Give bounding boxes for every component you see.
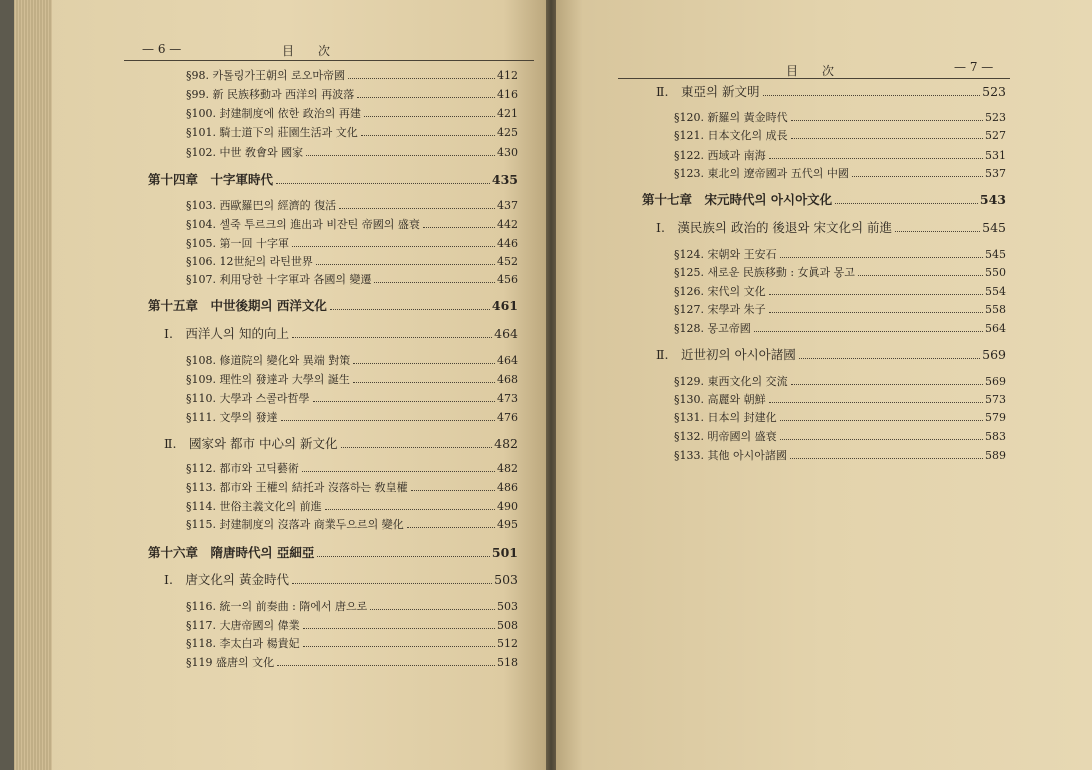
dot-leader [835, 203, 978, 204]
entry-page-number: 461 [491, 298, 518, 313]
entry-page-number: 558 [985, 303, 1006, 316]
entry-page-number: 569 [982, 347, 1006, 362]
entry-title: §102. 中世 敎會와 國家 [186, 146, 304, 159]
entry-page-number: 531 [985, 149, 1006, 162]
page-number: — 7 — [954, 60, 994, 74]
dot-leader [353, 382, 495, 383]
entry-page-number: 579 [985, 411, 1006, 424]
dot-leader [317, 556, 489, 557]
entry-page-number: 583 [985, 430, 1006, 443]
entry-title: Ⅰ. 唐文化의 黃金時代 [164, 572, 289, 587]
entry-title: §130. 高麗와 朝鮮 [674, 393, 766, 406]
entry-title: §123. 東北의 遼帝國과 五代의 中國 [674, 167, 849, 180]
toc-entry [674, 302, 1006, 318]
dot-leader [348, 78, 495, 79]
entry-title: Ⅰ. 漢民族의 政治的 後退와 宋文化의 前進 [656, 220, 893, 235]
entry-title: §133. 其他 아시아諸國 [674, 449, 787, 462]
toc-entry [186, 68, 518, 84]
entry-page-number: 512 [497, 637, 518, 650]
dot-leader [769, 402, 983, 403]
entry-title: §117. 大唐帝國의 偉業 [186, 619, 300, 632]
dot-leader [858, 275, 983, 276]
dot-leader [763, 95, 981, 96]
entry-title: §113. 都市와 王權의 結托과 沒落하는 敎皇權 [186, 481, 408, 494]
header-title: 目 次 [282, 44, 331, 58]
toc-entry [186, 106, 518, 122]
toc-chapter [148, 298, 518, 314]
entry-page-number: 537 [985, 167, 1006, 180]
entry-page-number: 543 [979, 192, 1006, 207]
toc-entry [186, 272, 518, 288]
entry-title: §101. 騎士道下의 莊園生活과 文化 [186, 126, 358, 139]
entry-page-number: 464 [494, 326, 518, 341]
entry-page-number: 523 [985, 111, 1006, 124]
dot-leader [411, 490, 495, 491]
toc-section [164, 572, 518, 588]
toc-entry [674, 321, 1006, 337]
toc-entry [674, 247, 1006, 263]
entry-title: Ⅱ. 國家와 都市 中心의 新文化 [164, 436, 338, 451]
entry-title: §100. 封建制度에 依한 政治의 再建 [186, 107, 361, 120]
dot-leader [302, 471, 495, 472]
entry-page-number: 421 [497, 107, 518, 120]
entry-page-number: 490 [497, 500, 518, 513]
dot-leader [790, 458, 983, 459]
dot-leader [306, 155, 495, 156]
toc-entry [674, 166, 1006, 182]
entry-page-number: 573 [985, 393, 1006, 406]
toc-entry [186, 236, 518, 252]
entry-title: §120. 新羅의 黃金時代 [674, 111, 788, 124]
right-page [556, 0, 1092, 770]
entry-page-number: 523 [982, 84, 1006, 99]
entry-page-number: 545 [985, 248, 1006, 261]
entry-title: 第十七章 宋元時代의 아시아文化 [642, 192, 833, 207]
toc-entry [186, 599, 518, 615]
left-page [14, 0, 546, 770]
toc-entry [674, 410, 1006, 426]
entry-title: §131. 日本의 封建化 [674, 411, 777, 424]
dot-leader [791, 120, 983, 121]
dot-leader [353, 363, 495, 364]
entry-page-number: 430 [497, 146, 518, 159]
toc-entry [186, 636, 518, 652]
entry-page-number: 452 [497, 255, 518, 268]
entry-title: §114. 世俗主義文化의 前進 [186, 500, 322, 513]
entry-title: 第十六章 隋唐時代의 亞細亞 [148, 545, 315, 560]
entry-page-number: 464 [497, 354, 518, 367]
entry-page-number: 446 [497, 237, 518, 250]
entry-page-number: 508 [497, 619, 518, 632]
entry-title: §99. 新 民族移動과 西洋의 再波落 [186, 88, 355, 101]
entry-title: §126. 宋代의 文化 [674, 285, 766, 298]
toc-chapter [642, 192, 1006, 208]
entry-title: §112. 都市와 고딕藝術 [186, 462, 299, 475]
entry-page-number: 486 [497, 481, 518, 494]
header-title: 目 次 [786, 64, 835, 78]
dot-leader [339, 208, 495, 209]
entry-title: 第十五章 中世後期의 西洋文化 [148, 298, 327, 313]
toc-entry [186, 87, 518, 103]
entry-title: §132. 明帝國의 盛衰 [674, 430, 777, 443]
entry-title: §98. 카톨링가王朝의 로오마帝國 [186, 69, 345, 82]
dot-leader [852, 176, 983, 177]
toc-entry [186, 254, 518, 270]
entry-title: §111. 文學의 發達 [186, 411, 278, 424]
entry-page-number: 501 [491, 545, 518, 560]
entry-page-number: 416 [497, 88, 518, 101]
entry-title: §104. 셀죽 투르크의 進出과 비잔틴 帝國의 盛衰 [186, 218, 420, 231]
dot-leader [769, 158, 983, 159]
header-rule [618, 78, 1010, 79]
entry-page-number: 527 [985, 129, 1006, 142]
toc-entry [674, 392, 1006, 408]
dot-leader [277, 665, 495, 666]
entry-title: Ⅱ. 近世初의 아시아諸國 [656, 347, 796, 362]
dot-leader [780, 439, 983, 440]
toc-entry [186, 391, 518, 407]
toc-entry [186, 145, 518, 161]
toc-chapter [148, 172, 518, 188]
entry-title: §119 盛唐의 文化 [186, 656, 275, 669]
toc-entry [674, 148, 1006, 164]
entry-title: §107. 利用당한 十字軍과 各國의 變遷 [186, 273, 372, 286]
dot-leader [407, 527, 495, 528]
toc-section [656, 84, 1006, 100]
dot-leader [895, 231, 980, 232]
entry-page-number: 412 [497, 69, 518, 82]
toc-section [656, 220, 1006, 236]
entry-title: §108. 修道院의 變化와 異端 對策 [186, 354, 351, 367]
dot-leader [370, 609, 495, 610]
toc-entry [674, 448, 1006, 464]
entry-page-number: 495 [497, 518, 518, 531]
entry-page-number: 435 [491, 172, 518, 187]
toc-entry [674, 374, 1006, 390]
dot-leader [281, 420, 495, 421]
dot-leader [303, 628, 495, 629]
entry-title: §106. 12世紀의 라틴世界 [186, 255, 313, 268]
entry-page-number: 554 [985, 285, 1006, 298]
toc-entry [186, 461, 518, 477]
toc-entry [186, 125, 518, 141]
dot-leader [303, 646, 495, 647]
dot-leader [374, 282, 495, 283]
toc-section [164, 436, 518, 452]
toc-entry [186, 655, 518, 671]
entry-page-number: 473 [497, 392, 518, 405]
toc-entry [186, 517, 518, 533]
entry-title: §110. 大學과 스콜라哲學 [186, 392, 310, 405]
page-number: — 6 — [142, 42, 182, 56]
dot-leader [769, 312, 983, 313]
entry-page-number: 476 [497, 411, 518, 424]
entry-title: §128. 몽고帝國 [674, 322, 751, 335]
entry-title: §122. 西域과 南海 [674, 149, 766, 162]
entry-page-number: 545 [982, 220, 1006, 235]
entry-page-number: 518 [497, 656, 518, 669]
toc-entry [674, 265, 1006, 281]
header-rule [124, 60, 534, 61]
toc-section [656, 347, 1006, 363]
toc-entry [674, 110, 1006, 126]
dot-leader [791, 138, 983, 139]
entry-title: §125. 새로운 民族移動 : 女眞과 몽고 [674, 266, 855, 279]
entry-title: §124. 宋朝와 王安石 [674, 248, 777, 261]
toc-entry [186, 372, 518, 388]
dot-leader [325, 509, 495, 510]
dot-leader [341, 447, 493, 448]
dot-leader [364, 116, 495, 117]
dot-leader [361, 135, 495, 136]
entry-title: §109. 理性의 發達과 大學의 誕生 [186, 373, 350, 386]
entry-page-number: 468 [497, 373, 518, 386]
entry-page-number: 442 [497, 218, 518, 231]
dot-leader [423, 227, 495, 228]
entry-page-number: 482 [497, 462, 518, 475]
toc-entry [186, 499, 518, 515]
toc-entry [186, 353, 518, 369]
dot-leader [791, 384, 983, 385]
entry-title: Ⅰ. 西洋人의 知的向上 [164, 326, 289, 341]
entry-title: §103. 西歐羅巴의 經濟的 復活 [186, 199, 337, 212]
dot-leader [330, 309, 490, 310]
entry-page-number: 589 [985, 449, 1006, 462]
entry-title: §115. 封建制度의 沒落과 商業두으르의 變化 [186, 518, 404, 531]
dot-leader [292, 246, 495, 247]
toc-entry [186, 480, 518, 496]
entry-page-number: 456 [497, 273, 518, 286]
toc-entry [674, 429, 1006, 445]
dot-leader [780, 257, 983, 258]
entry-page-number: 425 [497, 126, 518, 139]
entry-page-number: 482 [494, 436, 518, 451]
entry-title: §129. 東西文化의 交流 [674, 375, 788, 388]
entry-title: §116. 統一의 前奏曲 : 隋에서 唐으로 [186, 600, 368, 613]
entry-title: Ⅱ. 東亞의 新文明 [656, 84, 760, 99]
entry-title: §121. 日本文化의 成長 [674, 129, 788, 142]
dot-leader [799, 358, 980, 359]
toc-entry [674, 128, 1006, 144]
dot-leader [316, 264, 495, 265]
dot-leader [313, 401, 496, 402]
entry-page-number: 569 [985, 375, 1006, 388]
toc-chapter [148, 545, 518, 561]
toc-entry [674, 284, 1006, 300]
entry-page-number: 550 [985, 266, 1006, 279]
toc-section [164, 326, 518, 342]
dot-leader [292, 337, 492, 338]
entry-title: 第十四章 十字軍時代 [148, 172, 274, 187]
dot-leader [780, 420, 983, 421]
dot-leader [357, 97, 495, 98]
dot-leader [292, 583, 492, 584]
dot-leader [754, 331, 983, 332]
page-edges [14, 0, 52, 770]
entry-title: §105. 第一回 十字軍 [186, 237, 289, 250]
dot-leader [769, 294, 983, 295]
toc-entry [186, 410, 518, 426]
entry-title: §118. 李太白과 楊貴妃 [186, 637, 300, 650]
toc-entry [186, 217, 518, 233]
toc-entry [186, 618, 518, 634]
entry-title: §127. 宋學과 朱子 [674, 303, 766, 316]
entry-page-number: 503 [494, 572, 518, 587]
entry-page-number: 437 [497, 199, 518, 212]
entry-page-number: 564 [985, 322, 1006, 335]
entry-page-number: 503 [497, 600, 518, 613]
dot-leader [276, 183, 490, 184]
toc-entry [186, 198, 518, 214]
